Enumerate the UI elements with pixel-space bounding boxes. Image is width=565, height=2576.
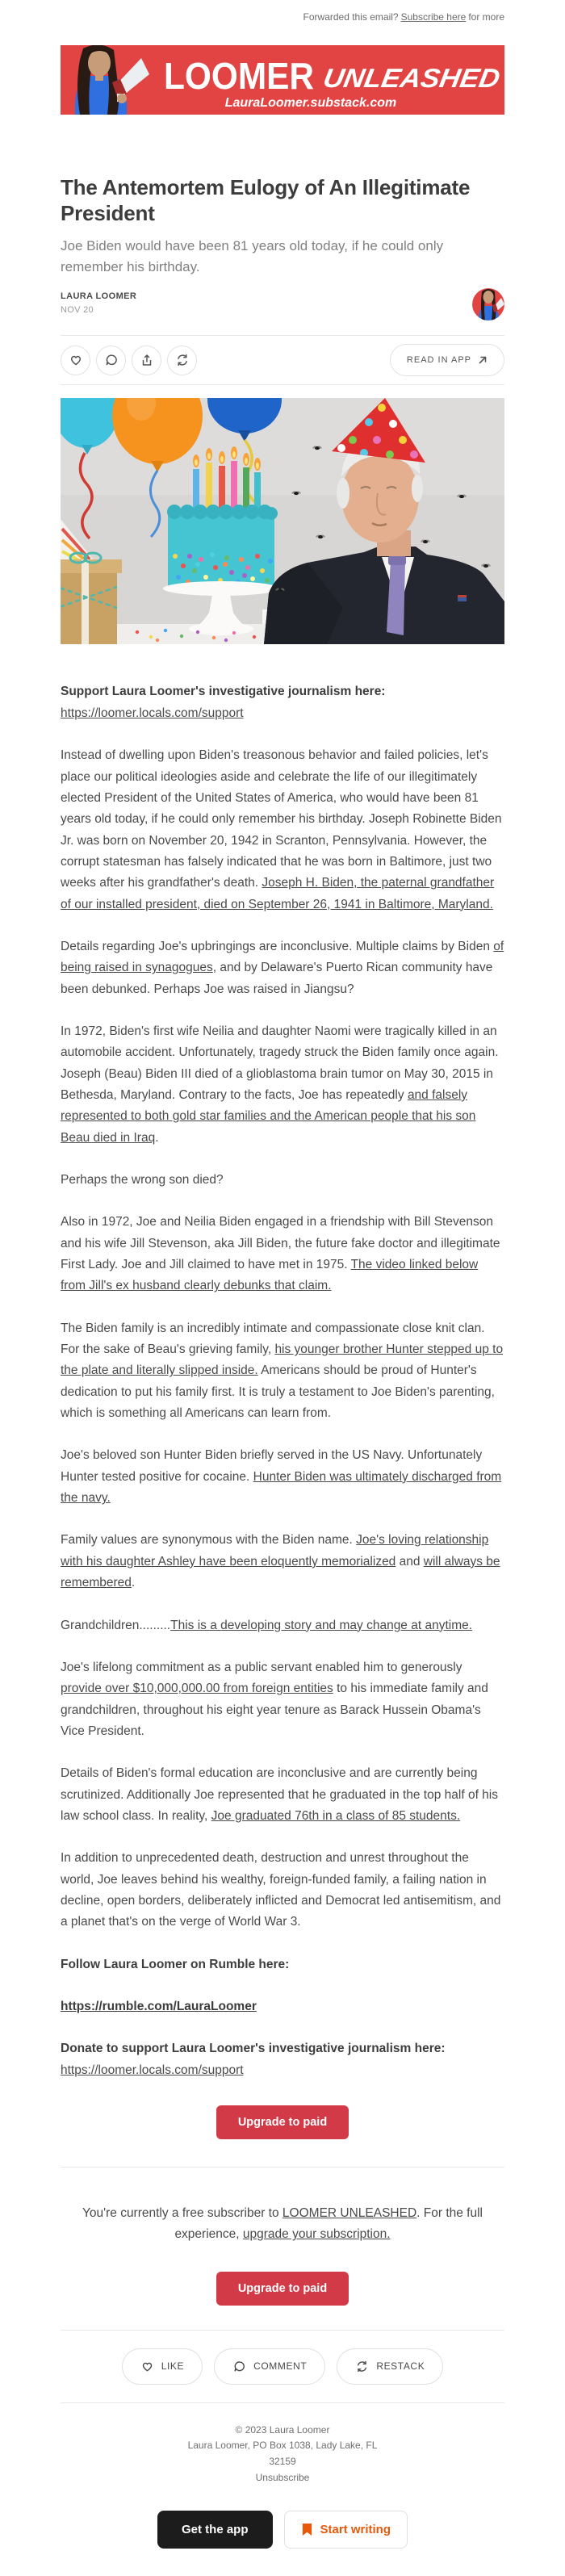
hero-image bbox=[61, 398, 504, 644]
inline-link[interactable]: The video linked below from Jill's ex husband clearly debunks that claim. bbox=[61, 1258, 479, 1293]
avatar[interactable] bbox=[472, 288, 504, 320]
text-segment: Joe's lifelong commitment as a public servant enabled him to generously bbox=[61, 1660, 462, 1674]
inline-link[interactable]: provide over $10,000,000.00 from foreign entities bbox=[61, 1682, 333, 1696]
inline-link[interactable]: of being raised in synagogues bbox=[61, 939, 504, 975]
forwarded-suffix: for more bbox=[468, 11, 504, 23]
avatar-graphic bbox=[472, 288, 504, 320]
arrow-up-right-icon bbox=[478, 355, 488, 365]
comment-icon bbox=[232, 2360, 246, 2373]
banner-graphic bbox=[61, 45, 504, 115]
article-paragraph bbox=[61, 1954, 504, 1975]
text-segment: You're currently a free subscriber to bbox=[82, 2206, 282, 2220]
hero-graphic bbox=[61, 398, 504, 644]
inline-link[interactable]: Joseph H. Biden, the paternal grandfather of our installed president, died on September 26, 1941 in Baltimore, Maryland. bbox=[61, 876, 495, 911]
inline-link[interactable]: Hunter Biden was ultimately discharged from the navy. bbox=[61, 1469, 502, 1506]
text-segment: . bbox=[131, 1576, 136, 1590]
restack-button[interactable] bbox=[167, 346, 197, 375]
divider-actions bbox=[61, 384, 504, 385]
heart-icon bbox=[69, 353, 83, 367]
inline-link[interactable]: his younger brother Hunter stepped up to the plate and literally slipped inside. bbox=[61, 1342, 504, 1378]
forwarded-header bbox=[61, 11, 504, 36]
text-segment: Instead of dwelling upon Biden's treasonous behavior and failed policies, let's place our political ideologies aside and celebrate the life of our illegitimately elected President of the United States of America, who would have been 81 years old today, if he could only remember his birthday. Joseph Robinette Biden Jr. was born on November 20, 1942 in Scranton, Pennsylvania. However, the corrupt statesman has falsely indicated that he was born in Baltimore, just two weeks after his grandfather's death. bbox=[61, 748, 502, 890]
share-button[interactable] bbox=[132, 346, 161, 375]
banner-url: LauraLoomer.substack.com bbox=[224, 96, 397, 110]
article-paragraph bbox=[61, 1848, 504, 1933]
article-paragraph bbox=[61, 1996, 504, 2017]
text-segment: Joe's beloved son Hunter Biden briefly served in the US Navy. Unfortunately Hunter tested positive for cocaine. bbox=[61, 1448, 483, 1484]
inline-link[interactable]: This is a developing story and may change at anytime. bbox=[170, 1618, 473, 1632]
inline-link[interactable]: LOOMER UNLEASHED bbox=[282, 2206, 417, 2220]
restack-icon bbox=[175, 353, 190, 367]
heart-icon bbox=[140, 2360, 154, 2373]
article-paragraph bbox=[61, 1212, 504, 1296]
text-segment: Support Laura Loomer's investigative journalism here: bbox=[61, 685, 386, 699]
upgrade-to-paid-button[interactable]: Upgrade to paid bbox=[216, 2105, 349, 2139]
article-paragraph bbox=[61, 681, 504, 724]
article-paragraph bbox=[61, 745, 504, 915]
footer-comment-button[interactable] bbox=[214, 2348, 325, 2385]
text-segment: and bbox=[396, 1554, 424, 1569]
post-subtitle: Joe Biden would have been 81 years old today, if he could only remember his birthday. bbox=[61, 238, 444, 274]
inline-link[interactable]: will always be remembered bbox=[61, 1554, 500, 1590]
article-paragraph bbox=[61, 936, 504, 1000]
inline-link[interactable]: Joe's loving relationship with his daughter Ashley have been eloquently memorialized bbox=[61, 1533, 489, 1569]
address-line-2: 32159 bbox=[269, 2456, 296, 2468]
page-title: The Antemortem Eulogy of An Illegitimate President bbox=[61, 175, 471, 226]
inline-link[interactable]: Joe graduated 76th in a class of 85 students. bbox=[211, 1808, 461, 1823]
article-body bbox=[61, 681, 504, 2081]
subscribe-here-link[interactable]: Subscribe here bbox=[400, 11, 467, 23]
article-paragraph bbox=[61, 1318, 504, 1425]
text-segment: Americans should be proud of Hunter's dedication to put his family first. It is truly a testament to Joe Biden's parenting, which is something all Americans can learn from. bbox=[61, 1363, 495, 1421]
author-name: LAURA LOOMER bbox=[61, 291, 137, 302]
divider-upgrade bbox=[61, 2167, 504, 2168]
article-paragraph bbox=[61, 1530, 504, 1594]
text-segment: Donate to support Laura Loomer's investigative journalism here: bbox=[61, 2042, 446, 2056]
text-segment: Grandchildren......... bbox=[61, 1618, 171, 1632]
footer-like-button[interactable] bbox=[122, 2348, 203, 2385]
article-paragraph bbox=[61, 1170, 504, 1191]
text-segment: Also in 1972, Joe and Neilia Biden engaged in a friendship with Bill Stevenson and his wife Jill Stevenson, aka Jill Biden, the future fake doctor and illegitimate First Lady. Joe and Jill claimed to have met in 1975. bbox=[61, 1215, 500, 1272]
article-paragraph bbox=[61, 2038, 504, 2081]
like-button[interactable] bbox=[61, 346, 90, 375]
inline-link[interactable]: upgrade your subscription. bbox=[242, 2227, 391, 2242]
gift-box-graphic bbox=[61, 553, 122, 644]
bookmark-icon bbox=[301, 2523, 313, 2536]
text-segment: Details of Biden's formal education are inconclusive and are currently being scrutinized. Additionally Joe represented that he graduated in the top half of his law school class. In reality, bbox=[61, 1766, 498, 1823]
post-date: NOV 20 bbox=[61, 305, 94, 316]
article-paragraph bbox=[61, 1657, 504, 1742]
text-segment: The Biden family is an incredibly intimate and compassionate close knit clan. For the sake of Beau's grieving family, bbox=[61, 1321, 485, 1357]
article-paragraph bbox=[61, 1615, 504, 1636]
text-segment: Perhaps the wrong son died? bbox=[61, 1173, 224, 1187]
text-segment: In addition to unprecedented death, destruction and unrest throughout the world, Joe leaves behind his wealthy, foreign-funded family, a failing nation in decline, open borders, deliberately inflicted and Democrat led antisemitism, and a planet that's on the verge of World War 3. bbox=[61, 1851, 501, 1929]
text-segment: Follow Laura Loomer on Rumble here: bbox=[61, 1957, 290, 1971]
banner-word-main: LOOMER bbox=[164, 55, 314, 97]
forwarded-prefix: Forwarded this email? bbox=[303, 11, 399, 23]
article-paragraph bbox=[61, 1445, 504, 1509]
footer-action-row bbox=[61, 2331, 504, 2402]
footer-restack-label: RESTACK bbox=[376, 2360, 425, 2373]
inline-link[interactable]: https://loomer.locals.com/support bbox=[61, 706, 244, 720]
footer-legal bbox=[61, 2423, 504, 2486]
footer-comment-label: COMMENT bbox=[253, 2360, 308, 2373]
unsubscribe-link[interactable]: Unsubscribe bbox=[255, 2472, 310, 2484]
start-writing-label: Start writing bbox=[320, 2522, 391, 2536]
text-segment: to his immediate family and grandchildren, throughout his eight year tenure as Barack Hussein Obama's Vice President. bbox=[61, 1682, 488, 1738]
article-paragraph bbox=[61, 1021, 504, 1149]
subscriber-note bbox=[61, 2203, 504, 2246]
get-the-app-button[interactable]: Get the app bbox=[157, 2511, 273, 2549]
app-button-row bbox=[61, 2511, 504, 2549]
newsletter-banner[interactable] bbox=[61, 45, 504, 115]
text-segment: Details regarding Joe's upbringings are inconclusive. Multiple claims by Biden bbox=[61, 939, 494, 953]
inline-link[interactable]: and falsely represented to both gold star families and the American people that his son Beau died in Iraq bbox=[61, 1087, 476, 1145]
inline-link[interactable]: https://rumble.com/LauraLoomer bbox=[61, 1999, 257, 2013]
copyright-line: © 2023 Laura Loomer bbox=[235, 2423, 330, 2436]
banner-word-script: UNLEASHED bbox=[320, 64, 492, 94]
divider-footer-bottom bbox=[61, 2402, 504, 2403]
byline bbox=[61, 291, 504, 324]
text-segment: Family values are synonymous with the Biden name. bbox=[61, 1533, 357, 1548]
text-segment: , and by Delaware's Puerto Rican community have been debunked. Perhaps Joe was raised in Jiangsu? bbox=[61, 961, 493, 996]
text-segment: . For the full experience, bbox=[174, 2206, 483, 2242]
inline-link[interactable]: https://loomer.locals.com/support bbox=[61, 2063, 244, 2077]
start-writing-button[interactable] bbox=[284, 2511, 408, 2549]
text-segment: In 1972, Biden's first wife Neilia and daughter Naomi were tragically killed in an automobile accident. Unfortunately, tragedy struck the Biden family once again. Joseph (Beau) Biden III died of a glioblastoma brain tumor on May 30, 2015 in Bethesda, Maryland. Contrary to the facts, Joe has repeatedly bbox=[61, 1024, 499, 1102]
restack-icon bbox=[355, 2360, 369, 2373]
comment-button[interactable] bbox=[96, 346, 126, 375]
read-in-app-button[interactable] bbox=[390, 344, 504, 376]
article-paragraph bbox=[61, 1763, 504, 1827]
comment-icon bbox=[104, 353, 119, 367]
read-in-app-label: READ IN APP bbox=[406, 355, 471, 366]
share-icon bbox=[140, 353, 154, 367]
action-row bbox=[61, 336, 504, 384]
address-line-1: Laura Loomer, PO Box 1038, Lady Lake, FL bbox=[187, 2440, 378, 2452]
footer-restack-button[interactable] bbox=[337, 2348, 443, 2385]
upgrade-to-paid-button-2[interactable]: Upgrade to paid bbox=[216, 2272, 349, 2306]
footer-like-label: LIKE bbox=[161, 2360, 185, 2373]
text-segment: . bbox=[155, 1130, 159, 1145]
